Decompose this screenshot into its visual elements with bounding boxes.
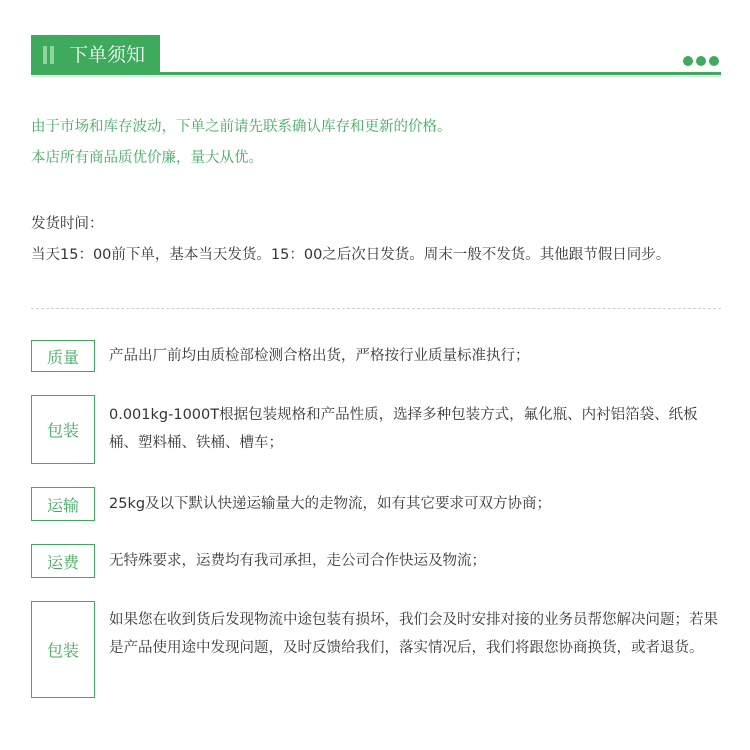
section-header-tab [31,35,160,75]
shipping-time-block [31,209,736,271]
dashed-divider [31,308,721,309]
header-underline-light [31,76,721,77]
policy-label: 包装 [31,601,95,698]
notice-block [31,112,731,174]
section-title: 下单须知 [69,44,146,66]
notice-line-1: 由于市场和库存波动，下单之前请先联系确认库存和更新的价格。 [31,119,452,135]
policy-text: 25kg及以下默认快递运输量大的走物流，如有其它要求可双方协商； [109,496,552,512]
policy-text: 无特殊要求，运费均有我司承担，走公司合作快运及物流； [109,553,486,569]
policy-label: 运输 [31,487,95,521]
header-underline [31,72,721,75]
notice-line-2: 本店所有商品质优价廉，量大从优。 [31,150,263,166]
more-dots-icon [680,51,719,63]
shipping-label: 发货时间： [31,216,104,232]
policy-label: 运费 [31,544,95,578]
section-header [31,35,721,75]
policy-text: 如果您在收到货后发现物流中途包装有损坏，我们会及时安排对接的业务员帮您解决问题；若果是产品使用途中发现问题，及时反馈给我们，落实情况后，我们将跟您协商换货，或者退货。 [109,612,718,656]
policy-text: 产品出厂前均由质检部检测合格出货，严格按行业质量标准执行； [109,348,530,364]
policy-label: 包装 [31,395,95,464]
shipping-text: 当天15：00前下单，基本当天发货。15：00之后次日发货。周末一般不发货。其他跟节假日同步。 [31,247,671,263]
policy-text: 0.001kg-1000T根据包装规格和产品性质，选择多种包装方式，氟化瓶、内衬铝箔袋、纸板桶、塑料桶、铁桶、槽车； [109,407,698,451]
policy-label: 质量 [31,340,95,372]
